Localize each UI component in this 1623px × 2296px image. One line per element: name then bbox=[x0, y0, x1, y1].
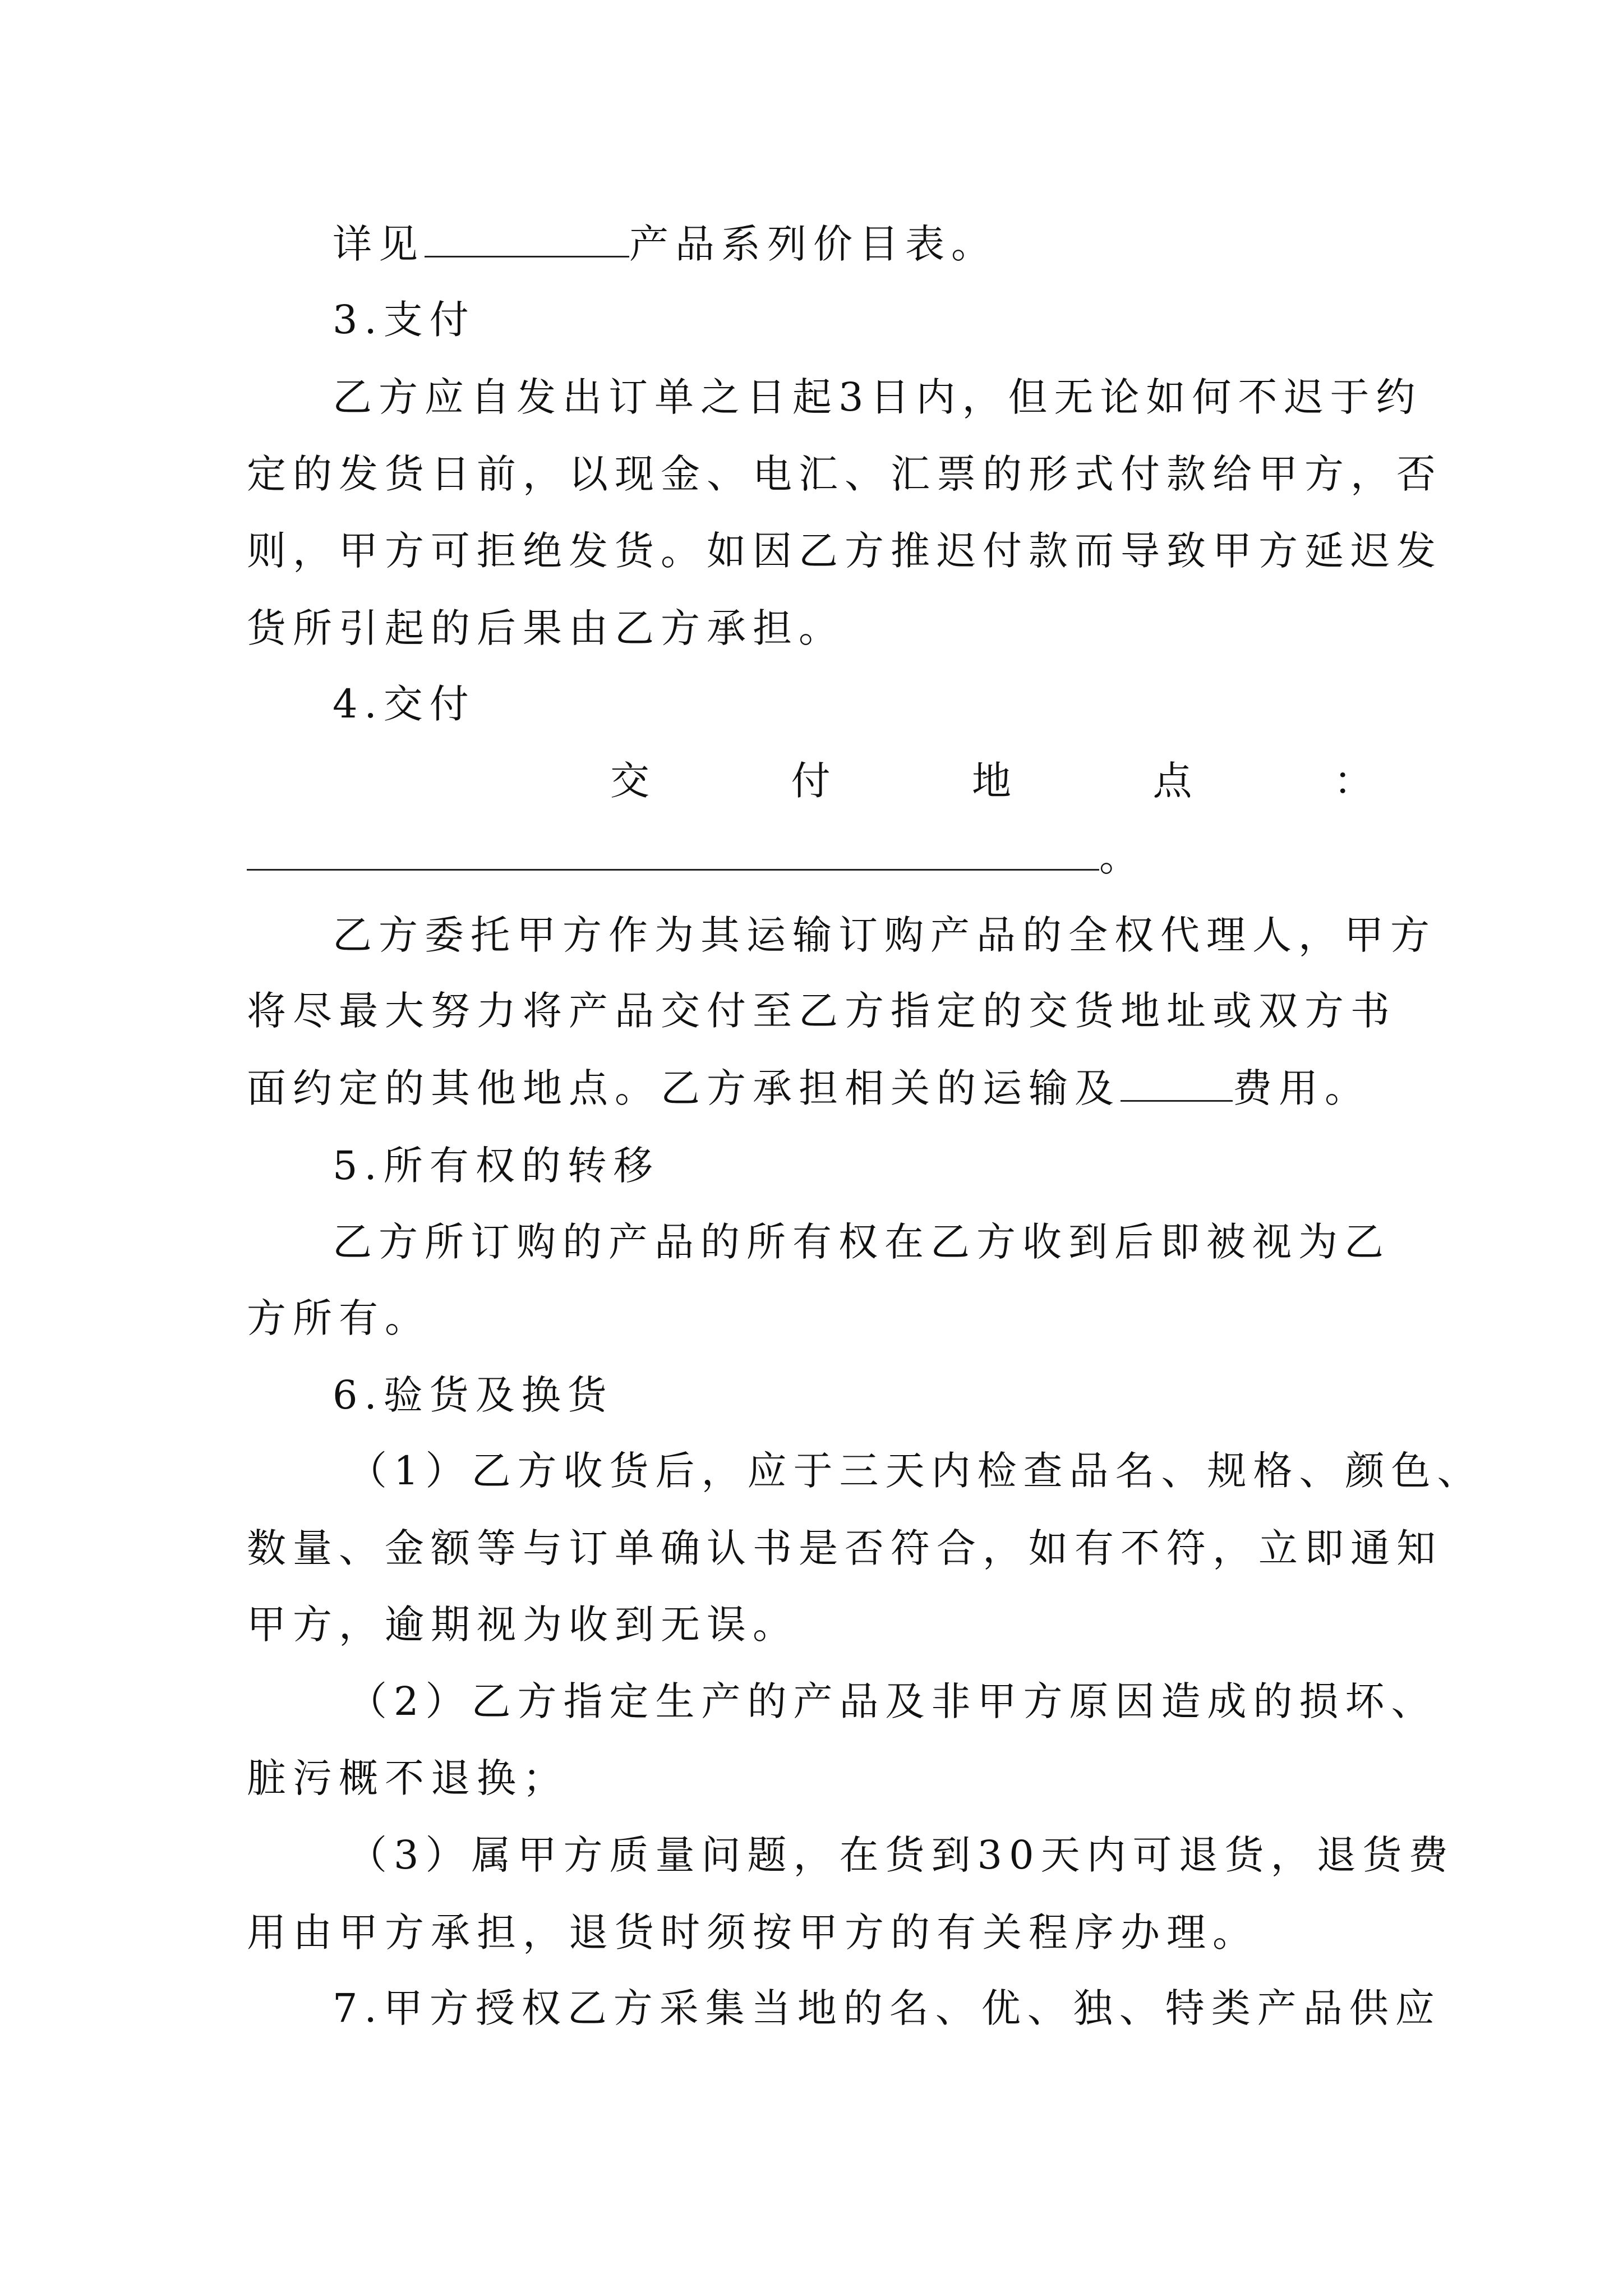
delivery-place-blank-line bbox=[247, 829, 1380, 885]
paragraph-line: 则，甲方可拒绝发货。如因乙方推迟付款而导致甲方延迟发 bbox=[247, 528, 1442, 574]
paragraph-line: 乙方所订购的产品的所有权在乙方收到后即被视为乙 bbox=[333, 1219, 1390, 1265]
paragraph-line: （2）乙方指定生产的产品及非甲方原因造成的损坏、 bbox=[348, 1678, 1437, 1724]
spaced-char: 点 bbox=[1152, 758, 1192, 804]
line-suffix: 费用。 bbox=[1233, 1065, 1371, 1111]
spaced-char: 付 bbox=[791, 758, 831, 804]
line-suffix: 。 bbox=[1099, 834, 1145, 880]
paragraph-line: 方所有。 bbox=[247, 1295, 431, 1341]
spaced-char: 地 bbox=[972, 758, 1011, 804]
paragraph-line: 用由甲方承担，退货时须按甲方的有关程序办理。 bbox=[247, 1910, 1258, 1955]
paragraph-line: 将尽最大努力将产品交付至乙方指定的交货地址或双方书 bbox=[247, 988, 1396, 1034]
paragraph-line: （3）属甲方质量问题，在货到30天内可退货，退货费 bbox=[348, 1832, 1455, 1878]
paragraph-line: 乙方委托甲方作为其运输订购产品的全权代理人，甲方 bbox=[333, 912, 1436, 958]
paragraph-line: 数量、金额等与订单确认书是否符合，如有不符，立即通知 bbox=[247, 1525, 1442, 1571]
line-suffix: 产品系列价目表。 bbox=[629, 221, 997, 267]
section-heading-payment: 3.支付 bbox=[333, 297, 476, 343]
fill-in-blank[interactable] bbox=[247, 834, 1099, 871]
fill-in-blank[interactable] bbox=[1121, 1065, 1233, 1102]
paragraph-line: 货所引起的后果由乙方承担。 bbox=[247, 605, 845, 651]
paragraph-line: 乙方应自发出订单之日起3日内，但无论如何不迟于约 bbox=[333, 374, 1422, 420]
paragraph-line bbox=[247, 1060, 1380, 1116]
spaced-char: ： bbox=[1334, 758, 1373, 804]
paragraph-line: 7.甲方授权乙方采集当地的名、优、独、特类产品供应 bbox=[333, 1985, 1441, 2031]
section-heading-ownership: 5.所有权的转移 bbox=[333, 1143, 660, 1189]
price-list-line bbox=[333, 216, 1465, 272]
delivery-place-label bbox=[610, 753, 1373, 809]
section-heading-inspection: 6.验货及换货 bbox=[333, 1372, 614, 1418]
paragraph-line: 脏污概不退换； bbox=[247, 1755, 569, 1801]
fill-in-blank[interactable] bbox=[425, 221, 629, 257]
paragraph-line: （1）乙方收货后，应于三天内检查品名、规格、颜色、 bbox=[348, 1448, 1483, 1494]
paragraph-line: 定的发货日前，以现金、电汇、汇票的形式付款给甲方，否 bbox=[247, 451, 1442, 497]
section-heading-delivery: 4.交付 bbox=[333, 681, 476, 727]
spaced-char: 交 bbox=[610, 758, 649, 804]
paragraph-line: 甲方，逾期视为收到无误。 bbox=[247, 1602, 799, 1648]
line-prefix: 面约定的其他地点。乙方承担相关的运输及 bbox=[247, 1065, 1121, 1111]
line-prefix: 详见 bbox=[333, 221, 425, 267]
